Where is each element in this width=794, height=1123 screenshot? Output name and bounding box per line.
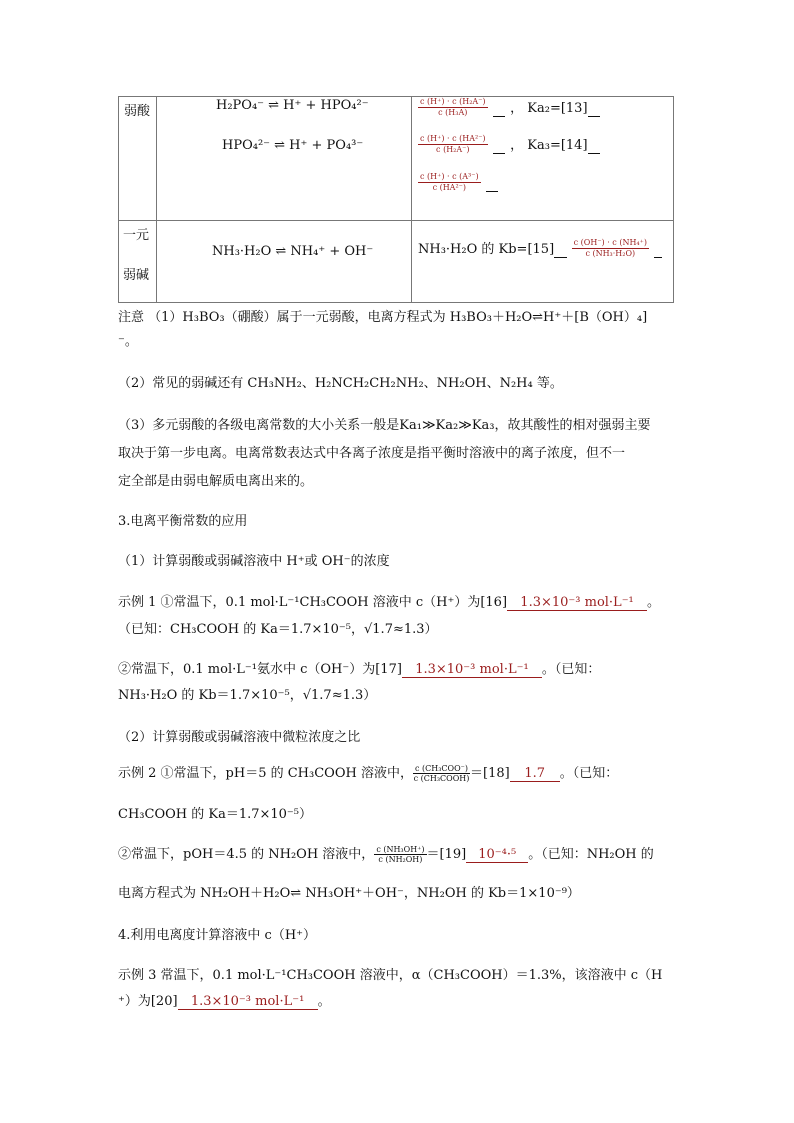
section-3-sub2: （2）计算弱酸或弱碱溶液中微粒浓度之比 bbox=[118, 730, 361, 745]
ionization-table bbox=[118, 96, 674, 303]
row-label-weak-base: 弱碱 bbox=[123, 268, 150, 283]
example-3b-end: 。 bbox=[317, 994, 331, 1009]
note-1-line1: 注意 （1）H₃BO₃（硼酸）属于一元弱酸，电离方程式为 H₃BO₃＋H₂O⇌H⁺＋[B（OH）₄] bbox=[118, 310, 648, 325]
example-2c-mid: ＝[19] bbox=[426, 847, 467, 862]
equation-hpo4: HPO₄²⁻ ⇌ H⁺ + PO₄³⁻ bbox=[222, 138, 364, 153]
ka4-numerator: c (H⁺) · c (A³⁻) bbox=[420, 172, 479, 181]
example-1d: NH₃·H₂O 的 Kb＝1.7×10⁻⁵，√1.7≈1.3） bbox=[118, 688, 377, 703]
example-2d: 电离方程式为 NH₂OH＋H₂O⇌ NH₃OH⁺＋OH⁻，NH₂OH 的 Kb＝1×10⁻⁹） bbox=[118, 886, 580, 901]
example-2a-text: 示例 2 ①常温下，pH＝5 的 CH₃COOH 溶液中， bbox=[118, 766, 413, 781]
note-2: （2）常见的弱碱还有 CH₃NH₂、H₂NCH₂CH₂NH₂、NH₂OH、N₂H₄ 等。 bbox=[118, 376, 563, 391]
kb-label: NH₃·H₂O 的 Kb=[15] bbox=[418, 242, 555, 257]
section-3-sub1: （1）计算弱酸或弱碱溶液中 H⁺或 OH⁻的浓度 bbox=[118, 554, 390, 569]
example-3b-text: ⁺）为[20] bbox=[118, 994, 178, 1009]
ka3-label: ， Ka₃=[14] bbox=[510, 138, 588, 153]
example-2a-mid: ＝[18] bbox=[470, 766, 510, 781]
note-3-line3: 定全部是由弱电解质电离出来的。 bbox=[118, 474, 314, 489]
ratio-2c-denominator: c (NH₂OH) bbox=[378, 855, 423, 864]
equation-nh3h2o: NH₃·H₂O ⇌ NH₄⁺ + OH⁻ bbox=[212, 244, 374, 259]
example-2c-end: 。（已知：NH₂OH 的 bbox=[528, 847, 654, 862]
row-label-monobasic: 一元 bbox=[123, 228, 150, 243]
note-1-line2: ⁻。 bbox=[118, 334, 138, 349]
example-1a bbox=[118, 591, 660, 611]
note-3-line1: （3）多元弱酸的各级电离常数的大小关系一般是Ka₁≫Ka₂≫Ka₃，故其酸性的相对强弱主要 bbox=[118, 418, 651, 433]
answer-16: 1.3×10⁻³ mol·L⁻¹ bbox=[507, 595, 647, 611]
kb-expression bbox=[418, 238, 662, 259]
ka2-expression bbox=[418, 97, 600, 118]
answer-17: 1.3×10⁻³ mol·L⁻¹ bbox=[402, 662, 542, 678]
example-1a-end: 。 bbox=[647, 595, 661, 610]
example-1a-text: 示例 1 ①常温下，0.1 mol·L⁻¹CH₃COOH 溶液中 c（H⁺）为[16] bbox=[118, 595, 508, 610]
ka3-numerator: c (H⁺) · c (HA²⁻) bbox=[420, 134, 486, 143]
example-2c bbox=[118, 843, 654, 864]
example-1c-text: ②常温下，0.1 mol·L⁻¹氨水中 c（OH⁻）为[17] bbox=[118, 662, 402, 677]
answer-20: 1.3×10⁻³ mol·L⁻¹ bbox=[178, 994, 318, 1010]
example-2c-text: ②常温下，pOH＝4.5 的 NH₂OH 溶液中， bbox=[118, 847, 375, 862]
section-3-title: 3.电离平衡常数的应用 bbox=[118, 514, 248, 529]
example-2b: CH₃COOH 的 Ka＝1.7×10⁻⁵） bbox=[118, 807, 313, 822]
note-3-line2: 取决于第一步电离。电离常数表达式中各离子浓度是指平衡时溶液中的离子浓度，但不一 bbox=[118, 446, 626, 461]
answer-18: 1.7 bbox=[510, 766, 560, 782]
example-2a-end: 。（已知： bbox=[559, 766, 619, 781]
equation-h2po4: H₂PO₄⁻ ⇌ H⁺ + HPO₄²⁻ bbox=[216, 98, 369, 113]
kb-denominator: c (NH₃·H₂O) bbox=[585, 249, 636, 258]
example-3b bbox=[118, 990, 331, 1010]
example-3a: 示例 3 常温下，0.1 mol·L⁻¹CH₃COOH 溶液中，α（CH₃COOH）＝1.3%，该溶液中 c（H bbox=[118, 968, 663, 983]
example-2a bbox=[118, 762, 618, 783]
ratio-2a-denominator: c (CH₃COOH) bbox=[413, 774, 470, 783]
ka2-numerator: c (H⁺) · c (H₂A⁻) bbox=[420, 97, 486, 106]
section-4-title: 4.利用电离度计算溶液中 c（H⁺） bbox=[118, 928, 317, 943]
kb-numerator: c (OH⁻) · c (NH₄⁺) bbox=[573, 238, 647, 247]
ratio-2a-numerator: c (CH₃COO⁻) bbox=[414, 764, 468, 773]
row-label-weak-acid: 弱酸 bbox=[124, 104, 151, 119]
answer-19: 10⁻⁴·⁵ bbox=[466, 847, 528, 863]
example-1b: （已知：CH₃COOH 的 Ka＝1.7×10⁻⁵，√1.7≈1.3） bbox=[118, 622, 438, 637]
ka2-denominator: c (H₃A) bbox=[438, 108, 468, 117]
example-1c bbox=[118, 658, 600, 678]
example-1c-end: 。（已知： bbox=[541, 662, 601, 677]
ka2-label: ， Ka₂=[13] bbox=[510, 101, 588, 116]
ka4-expression bbox=[418, 172, 498, 193]
ka3-expression bbox=[418, 134, 600, 155]
ka3-denominator: c (H₂A⁻) bbox=[436, 145, 470, 154]
ratio-2c-numerator: c (NH₃OH⁺) bbox=[376, 845, 425, 854]
ka4-denominator: c (HA²⁻) bbox=[432, 183, 467, 192]
